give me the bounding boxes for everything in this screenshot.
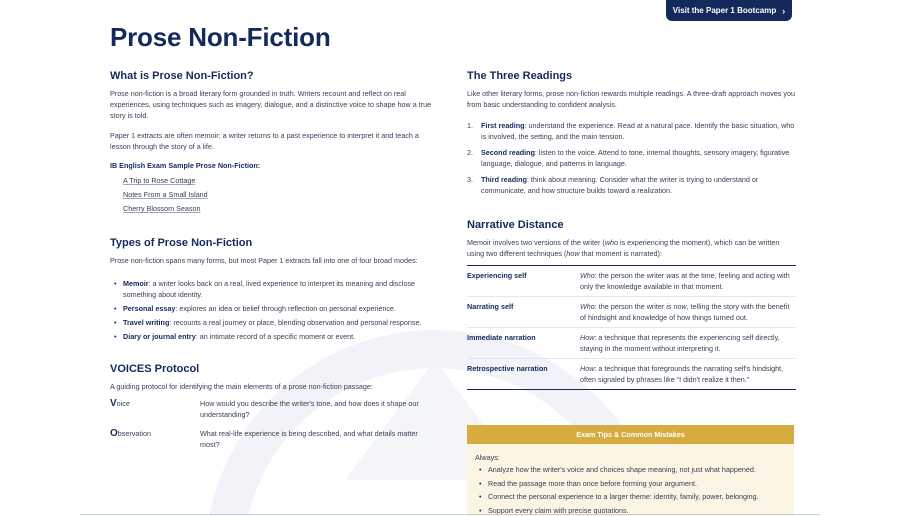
table-row <box>467 328 796 359</box>
nd-def <box>580 328 796 359</box>
sample-link[interactable]: A Trip to Rose Cottage <box>123 176 196 185</box>
voices-term <box>110 428 200 450</box>
right-column <box>467 70 796 390</box>
type-desc: : an intimate record of a specific moment or event. <box>195 332 356 341</box>
type-term: Memoir <box>123 279 149 288</box>
table-row <box>467 266 796 297</box>
tips-list <box>479 465 786 516</box>
nd-em: was <box>666 271 680 280</box>
sample-link[interactable]: Notes From a Small Island <box>123 190 208 199</box>
reading-term: First reading <box>481 121 525 130</box>
sample-link[interactable]: Cherry Blossom Season <box>123 204 201 213</box>
nd-em: is now <box>666 302 687 311</box>
voices-row <box>110 398 435 420</box>
reading-desc: : listen to the voice. Attend to tone, internal thoughts, sensory imagery, figurative language, dialogue, and patterns in language. <box>481 148 790 168</box>
voices-intro: A guiding protocol for identifying the main elements of a prose non-fiction passage: <box>110 382 373 391</box>
reading-number: 1. <box>467 121 473 130</box>
list-item <box>114 303 435 314</box>
voices-rest: bservation <box>117 429 151 438</box>
nd-post: , telling the story with the benefit of hindsight and knowledge of how things turned out. <box>580 302 790 322</box>
nd-lead: Who <box>580 302 595 311</box>
voices-question: How would you describe the writer's tone, and how does it shape our understanding? <box>200 399 419 419</box>
voices-heading: VOICES Protocol <box>110 363 200 375</box>
voices-term <box>110 398 200 420</box>
bootcamp-cta-button[interactable] <box>666 0 792 21</box>
what-is-section <box>110 70 435 213</box>
tips-always-label: Always: <box>475 453 500 462</box>
intro-emphasis: how <box>566 249 580 258</box>
readings-list <box>467 120 796 196</box>
three-readings-intro: Like other literary forms, prose non-fiction rewards multiple readings. A three-draft approach moves you from basic understanding to confident analysis. <box>467 89 795 109</box>
type-desc: : a writer looks back on a real, lived experience to interpret its meaning and disclose something about identity. <box>123 279 416 299</box>
voices-section <box>110 363 435 450</box>
intro-part: Memoir involves two versions of the writer ( <box>467 238 605 247</box>
list-item <box>114 317 435 328</box>
type-term: Diary or journal entry <box>123 332 196 341</box>
voices-rest: oice <box>116 399 130 408</box>
list-item <box>114 331 435 342</box>
voices-question: What real-life experience is being described, and what details matter most? <box>200 429 418 449</box>
list-item <box>467 174 796 196</box>
type-desc: : recounts a real journey or place, blending observation and personal response. <box>169 318 422 327</box>
nd-term: Retrospective narration <box>467 359 580 390</box>
nd-def <box>580 297 796 328</box>
exam-tips-heading: Exam Tips & Common Mistakes <box>467 425 794 444</box>
type-desc: : explores an idea or belief through reflection on personal experience. <box>175 304 396 313</box>
nd-lead: How <box>580 333 595 342</box>
narrative-distance-table <box>467 265 796 390</box>
list-item <box>467 147 796 169</box>
reading-number: 3. <box>467 175 473 184</box>
list-item: • Analyze how the writer's voice and choices shape meaning, not just what happened. <box>479 465 786 476</box>
nd-term: Experiencing self <box>467 271 527 280</box>
nd-lead: How <box>580 364 595 373</box>
narrative-distance-section <box>467 219 796 390</box>
left-column <box>110 70 435 450</box>
reading-term: Second reading <box>481 148 535 157</box>
types-list <box>114 278 435 342</box>
types-intro: Prose non-fiction spans many forms, but most Paper 1 extracts fall into one of four broad modes: <box>110 256 418 265</box>
type-term: Personal essay <box>123 304 176 313</box>
bottom-divider <box>80 514 820 515</box>
nd-lead: Who <box>580 271 595 280</box>
table-row <box>467 359 796 390</box>
nd-pre: : the person the writer <box>594 302 667 311</box>
what-is-paragraph-2: Paper 1 extracts are often memoir: a writer returns to a past experience to interpret it and teach a lesson through the story of a life. <box>110 131 419 151</box>
narrative-distance-heading: Narrative Distance <box>467 219 564 231</box>
list-item: • Support every claim with precise quotations. <box>479 506 786 516</box>
type-term: Travel writing <box>123 318 170 327</box>
intro-part: that moment is narrated): <box>579 249 662 258</box>
exam-tips-body <box>467 444 794 516</box>
list-item: • Read the passage more than once before forming your argument. <box>479 479 786 490</box>
intro-part: is experiencing the moment), which can be written using two different techniques ( <box>467 238 780 258</box>
reading-desc: : think about meaning. Consider what the writer is trying to understand or communicate, and how structure builds toward a realization. <box>481 175 759 195</box>
cta-label: Visit the Paper 1 Bootcamp <box>672 6 777 15</box>
voices-row <box>110 428 435 450</box>
types-heading: Types of Prose Non-Fiction <box>110 237 253 249</box>
intro-emphasis: who <box>604 238 618 247</box>
list-item: • Connect the personal experience to a larger theme: identity, family, power, belonging. <box>479 492 786 503</box>
page-title: Prose Non-Fiction <box>110 22 331 52</box>
what-is-heading: What is Prose Non-Fiction? <box>110 70 254 82</box>
nd-post: at the time, feeling and acting with only the knowledge available in that moment. <box>580 271 790 291</box>
exam-tips-box <box>467 425 794 516</box>
three-readings-section <box>467 70 796 196</box>
nd-pre: : the person the writer <box>594 271 667 280</box>
list-item <box>467 120 796 142</box>
voices-letter: O <box>110 428 118 439</box>
reading-term: Third reading <box>481 175 527 184</box>
types-section <box>110 237 435 342</box>
chevron-right-icon: › <box>782 5 786 16</box>
nd-term: Immediate narration <box>467 328 580 359</box>
nd-pre: : a technique that foregrounds the narrating self's hindsight, often signaled by phrases like “I didn't realize it then.” <box>580 364 784 384</box>
voices-letter: V <box>110 398 117 409</box>
three-readings-heading: The Three Readings <box>467 70 573 82</box>
samples-heading: IB English Exam Sample Prose Non-Fiction: <box>110 161 261 170</box>
nd-pre: : a technique that represents the experiencing self directly, staying in the moment without interpreting it. <box>580 333 780 353</box>
what-is-paragraph-1: Prose non-fiction is a broad literary form grounded in truth. Writers recount and reflect on real experiences, using techniques such as imagery, dialogue, and a distinctive voice to shape how a true story is told. <box>110 89 432 120</box>
nd-def <box>580 359 796 390</box>
list-item <box>114 278 435 300</box>
reading-desc: : understand the experience. Read at a natural pace. Identify the basic situation, who is involved, the setting, and the main tension. <box>481 121 795 141</box>
reading-number: 2. <box>467 148 473 157</box>
table-row <box>467 297 796 328</box>
nd-def <box>580 266 796 297</box>
nd-term: Narrating self <box>467 297 580 328</box>
narrative-distance-intro <box>467 237 796 259</box>
